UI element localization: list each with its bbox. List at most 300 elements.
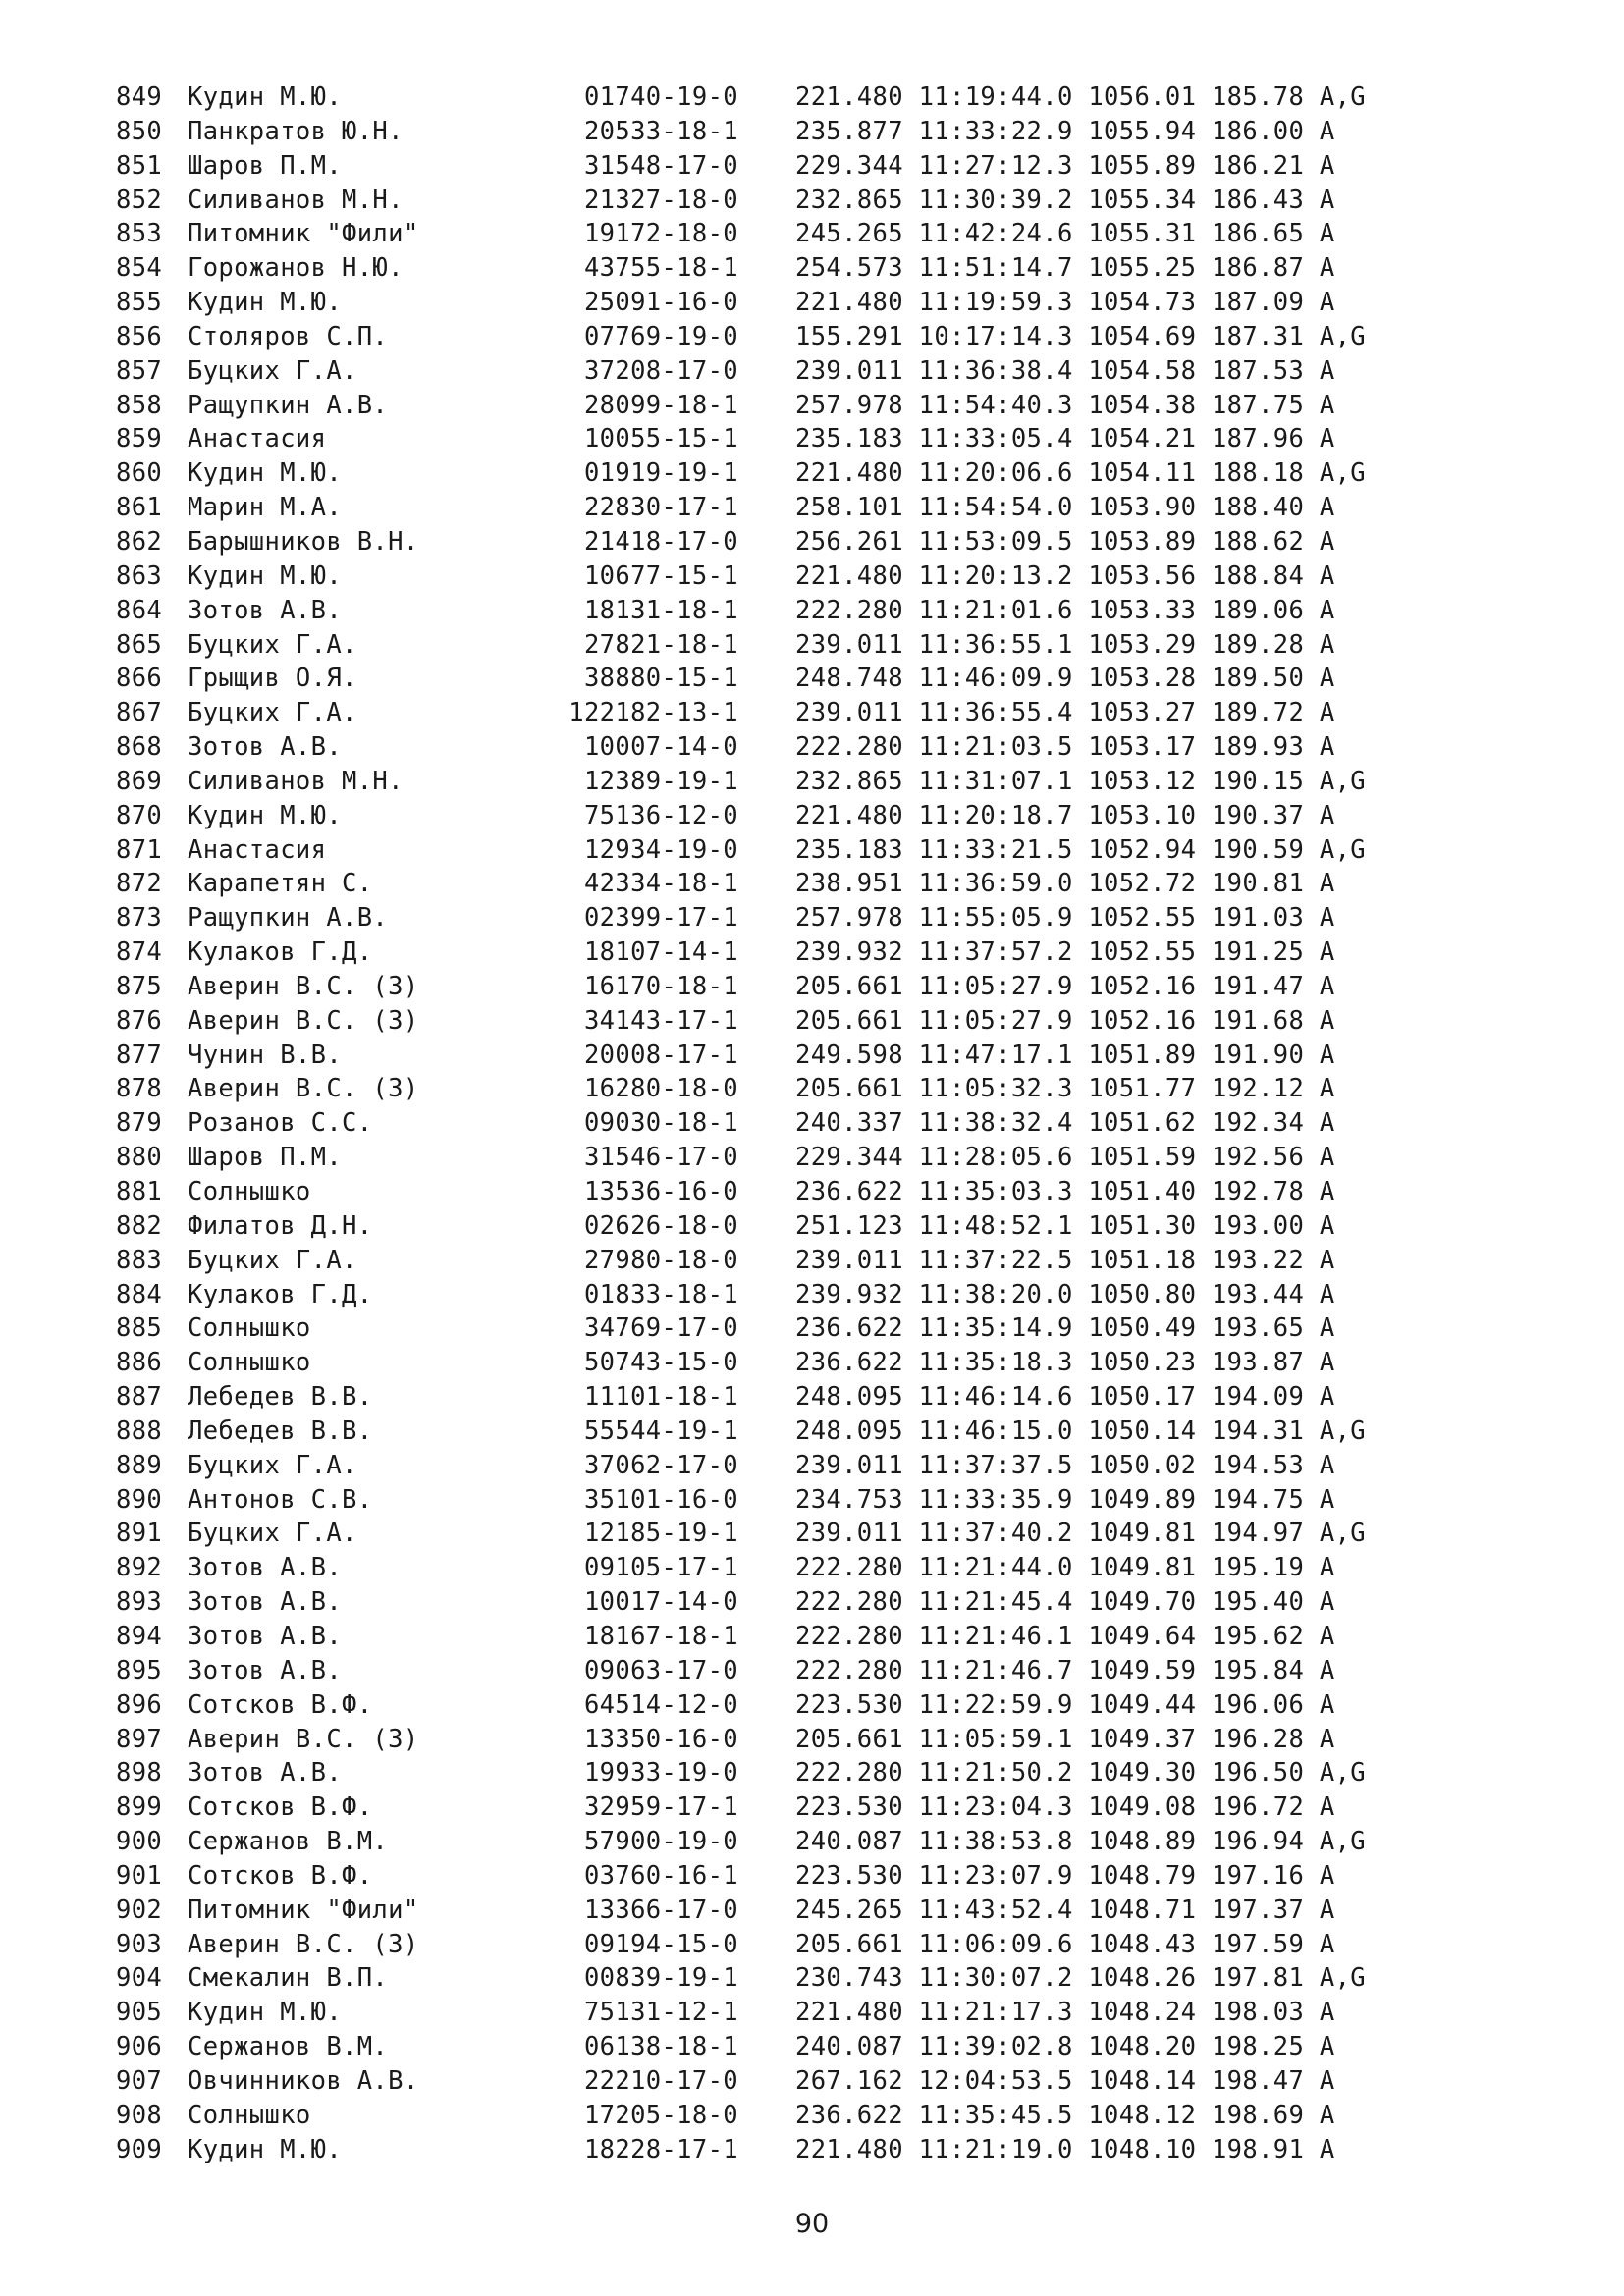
ring-number: 50743-15-0 [583, 1348, 738, 1378]
coefficient: 191.03 [1211, 903, 1305, 934]
distance: 236.622 [795, 1348, 903, 1378]
arrival-time: 11:21:17.3 [918, 1998, 1073, 2028]
coefficient: 191.25 [1211, 937, 1305, 968]
ring-number: 12185-19-1 [583, 1519, 738, 1549]
coefficient: 193.44 [1211, 1279, 1305, 1309]
row-number: 897 [116, 1724, 163, 1754]
speed: 1049.70 [1088, 1587, 1197, 1618]
speed: 1054.11 [1088, 458, 1197, 489]
fancier-name: Аверин В.С. (З) [188, 971, 419, 1001]
flag: A [1319, 1210, 1335, 1241]
result-row [116, 730, 1366, 765]
distance: 223.530 [795, 1860, 903, 1891]
fancier-name: Сержанов В.М. [188, 2032, 389, 2062]
row-number: 886 [116, 1348, 163, 1378]
flag: A [1319, 1074, 1335, 1104]
ring-number: 13536-16-0 [583, 1177, 738, 1206]
coefficient: 192.34 [1211, 1108, 1305, 1139]
row-number: 863 [116, 561, 163, 591]
fancier-name: Кудин М.Ю. [188, 1998, 343, 2028]
result-row [116, 184, 1366, 218]
speed: 1054.69 [1088, 321, 1197, 351]
fancier-name: Горожанов Н.Ю. [188, 253, 404, 284]
arrival-time: 11:36:55.1 [918, 629, 1073, 660]
result-row [116, 1141, 1366, 1175]
flag: A [1319, 561, 1335, 591]
speed: 1053.89 [1088, 526, 1197, 557]
row-number: 874 [116, 937, 163, 968]
flag: A [1319, 1245, 1335, 1275]
row-number: 900 [116, 1827, 163, 1857]
flag: A [1319, 526, 1335, 557]
fancier-name: Кулаков Г.Д. [188, 937, 373, 968]
speed: 1050.17 [1088, 1382, 1197, 1413]
distance: 251.123 [795, 1210, 903, 1241]
fancier-name: Сотсков В.Ф. [188, 1689, 373, 1720]
row-number: 853 [116, 219, 163, 249]
coefficient: 189.06 [1211, 595, 1305, 625]
result-row [116, 1039, 1366, 1073]
result-row [116, 1928, 1366, 1962]
coefficient: 188.40 [1211, 493, 1305, 523]
coefficient: 189.50 [1211, 664, 1305, 694]
result-row [116, 662, 1366, 696]
distance: 221.480 [795, 288, 903, 318]
speed: 1051.89 [1088, 1040, 1197, 1070]
flag: A [1319, 185, 1335, 215]
row-number: 866 [116, 664, 163, 694]
row-number: 850 [116, 116, 163, 146]
flag: A,G [1319, 1963, 1367, 1994]
result-row [116, 491, 1366, 525]
coefficient: 194.97 [1211, 1519, 1305, 1549]
flag: A [1319, 1450, 1335, 1480]
arrival-time: 11:21:46.1 [918, 1621, 1073, 1651]
result-row [116, 1620, 1366, 1654]
speed: 1055.34 [1088, 185, 1197, 215]
coefficient: 195.40 [1211, 1587, 1305, 1618]
arrival-time: 11:06:09.6 [918, 1929, 1073, 1959]
ring-number: 43755-18-1 [583, 253, 738, 284]
flag: A [1319, 1621, 1335, 1651]
ring-number: 11101-18-1 [583, 1382, 738, 1413]
result-row [116, 422, 1366, 456]
fancier-name: Шаров П.М. [188, 150, 343, 181]
speed: 1055.94 [1088, 116, 1197, 146]
flag: A [1319, 869, 1335, 899]
flag: A,G [1319, 321, 1367, 351]
result-row [116, 696, 1366, 730]
result-row [116, 1346, 1366, 1380]
result-row [116, 1175, 1366, 1209]
fancier-name: Кудин М.Ю. [188, 288, 343, 318]
result-row [116, 1106, 1366, 1141]
speed: 1049.59 [1088, 1655, 1197, 1685]
flag: A [1319, 698, 1335, 728]
row-number: 865 [116, 629, 163, 660]
arrival-time: 11:37:40.2 [918, 1519, 1073, 1549]
flag: A [1319, 1655, 1335, 1685]
arrival-time: 11:36:38.4 [918, 355, 1073, 386]
arrival-time: 11:39:02.8 [918, 2032, 1073, 2062]
result-row [116, 560, 1366, 594]
row-number: 909 [116, 2134, 163, 2164]
fancier-name: Грыщив О.Я. [188, 664, 357, 694]
flag: A [1319, 2032, 1335, 2062]
speed: 1053.10 [1088, 800, 1197, 830]
flag: A,G [1319, 1415, 1367, 1446]
arrival-time: 11:21:45.4 [918, 1587, 1073, 1618]
ring-number: 34143-17-1 [583, 1005, 738, 1036]
speed: 1053.90 [1088, 493, 1197, 523]
ring-number: 02626-18-0 [583, 1210, 738, 1241]
ring-number: 28099-18-1 [583, 390, 738, 420]
row-number: 901 [116, 1860, 163, 1891]
row-number: 907 [116, 2065, 163, 2096]
fancier-name: Филатов Д.Н. [188, 1210, 373, 1241]
flag: A [1319, 1929, 1335, 1959]
distance: 254.573 [795, 253, 903, 284]
arrival-time: 11:05:59.1 [918, 1724, 1073, 1754]
flag: A [1319, 971, 1335, 1001]
distance: 205.661 [795, 1074, 903, 1104]
distance: 232.865 [795, 766, 903, 796]
result-row [116, 525, 1366, 560]
row-number: 854 [116, 253, 163, 284]
row-number: 864 [116, 595, 163, 625]
coefficient: 198.69 [1211, 2100, 1305, 2130]
flag: A [1319, 219, 1335, 249]
ring-number: 35101-16-0 [583, 1484, 738, 1515]
row-number: 905 [116, 1998, 163, 2028]
result-row [116, 970, 1366, 1004]
fancier-name: Анастасия [188, 834, 327, 865]
ring-number: 06138-18-1 [583, 2032, 738, 2062]
distance: 222.280 [795, 1758, 903, 1789]
flag: A [1319, 1143, 1335, 1173]
coefficient: 192.78 [1211, 1177, 1305, 1206]
flag: A [1319, 424, 1335, 454]
speed: 1054.21 [1088, 424, 1197, 454]
distance: 229.344 [795, 150, 903, 181]
coefficient: 196.94 [1211, 1827, 1305, 1857]
row-number: 873 [116, 903, 163, 934]
distance: 221.480 [795, 82, 903, 112]
coefficient: 191.68 [1211, 1005, 1305, 1036]
row-number: 861 [116, 493, 163, 523]
result-row [116, 80, 1366, 115]
arrival-time: 11:20:06.6 [918, 458, 1073, 489]
flag: A,G [1319, 1519, 1367, 1549]
arrival-time: 11:19:44.0 [918, 82, 1073, 112]
result-row [116, 1278, 1366, 1312]
result-row [116, 2133, 1366, 2167]
distance: 239.011 [795, 1450, 903, 1480]
speed: 1052.16 [1088, 971, 1197, 1001]
speed: 1051.62 [1088, 1108, 1197, 1139]
speed: 1053.12 [1088, 766, 1197, 796]
speed: 1050.49 [1088, 1313, 1197, 1344]
result-row [116, 935, 1366, 970]
result-row [116, 867, 1366, 901]
speed: 1054.58 [1088, 355, 1197, 386]
fancier-name: Чунин В.В. [188, 1040, 343, 1070]
coefficient: 198.91 [1211, 2134, 1305, 2164]
fancier-name: Ращупкин А.В. [188, 903, 389, 934]
ring-number: 09063-17-0 [583, 1655, 738, 1685]
arrival-time: 11:21:19.0 [918, 2134, 1073, 2164]
speed: 1048.24 [1088, 1998, 1197, 2028]
flag: A [1319, 1177, 1335, 1206]
speed: 1052.94 [1088, 834, 1197, 865]
speed: 1049.08 [1088, 1792, 1197, 1823]
flag: A [1319, 937, 1335, 968]
arrival-time: 11:48:52.1 [918, 1210, 1073, 1241]
row-number: 883 [116, 1245, 163, 1275]
flag: A [1319, 1040, 1335, 1070]
flag: A [1319, 1313, 1335, 1344]
fancier-name: Кудин М.Ю. [188, 561, 343, 591]
distance: 236.622 [795, 1313, 903, 1344]
speed: 1048.89 [1088, 1827, 1197, 1857]
row-number: 872 [116, 869, 163, 899]
coefficient: 191.90 [1211, 1040, 1305, 1070]
flag: A [1319, 253, 1335, 284]
ring-number: 10677-15-1 [583, 561, 738, 591]
row-number: 849 [116, 82, 163, 112]
distance: 223.530 [795, 1792, 903, 1823]
row-number: 875 [116, 971, 163, 1001]
ring-number: 122182-13-1 [568, 698, 738, 728]
fancier-name: Розанов С.С. [188, 1108, 373, 1139]
ring-number: 20533-18-1 [583, 116, 738, 146]
coefficient: 190.37 [1211, 800, 1305, 830]
speed: 1051.40 [1088, 1177, 1197, 1206]
arrival-time: 11:38:32.4 [918, 1108, 1073, 1139]
fancier-name: Солнышко [188, 1348, 311, 1378]
row-number: 881 [116, 1177, 163, 1206]
row-number: 896 [116, 1689, 163, 1720]
ring-number: 55544-19-1 [583, 1415, 738, 1446]
coefficient: 197.81 [1211, 1963, 1305, 1994]
distance: 239.932 [795, 937, 903, 968]
fancier-name: Овчинников А.В. [188, 2065, 419, 2096]
result-row [116, 2064, 1366, 2099]
ring-number: 25091-16-0 [583, 288, 738, 318]
coefficient: 192.56 [1211, 1143, 1305, 1173]
coefficient: 189.28 [1211, 629, 1305, 660]
row-number: 904 [116, 1963, 163, 1994]
speed: 1055.25 [1088, 253, 1197, 284]
result-row [116, 901, 1366, 935]
flag: A,G [1319, 834, 1367, 865]
coefficient: 196.72 [1211, 1792, 1305, 1823]
distance: 238.951 [795, 869, 903, 899]
coefficient: 190.15 [1211, 766, 1305, 796]
result-row [116, 251, 1366, 286]
fancier-name: Лебедев В.В. [188, 1382, 373, 1413]
result-row [116, 115, 1366, 149]
row-number: 906 [116, 2032, 163, 2062]
fancier-name: Аверин В.С. (З) [188, 1929, 419, 1959]
result-row [116, 628, 1366, 663]
coefficient: 193.65 [1211, 1313, 1305, 1344]
arrival-time: 11:23:04.3 [918, 1792, 1073, 1823]
distance: 236.622 [795, 1177, 903, 1206]
arrival-time: 11:23:07.9 [918, 1860, 1073, 1891]
ring-number: 21327-18-0 [583, 185, 738, 215]
result-row [116, 217, 1366, 251]
speed: 1055.89 [1088, 150, 1197, 181]
fancier-name: Кудин М.Ю. [188, 2134, 343, 2164]
speed: 1049.81 [1088, 1519, 1197, 1549]
coefficient: 195.19 [1211, 1553, 1305, 1583]
arrival-time: 11:05:27.9 [918, 1005, 1073, 1036]
speed: 1052.55 [1088, 937, 1197, 968]
flag: A [1319, 493, 1335, 523]
result-row [116, 2099, 1366, 2133]
distance: 222.280 [795, 1587, 903, 1618]
fancier-name: Зотов А.В. [188, 1655, 343, 1685]
distance: 235.877 [795, 116, 903, 146]
speed: 1050.14 [1088, 1415, 1197, 1446]
fancier-name: Солнышко [188, 1313, 311, 1344]
result-row [116, 1415, 1366, 1449]
fancier-name: Сотсков В.Ф. [188, 1860, 373, 1891]
row-number: 893 [116, 1587, 163, 1618]
ring-number: 42334-18-1 [583, 869, 738, 899]
speed: 1054.38 [1088, 390, 1197, 420]
distance: 205.661 [795, 971, 903, 1001]
fancier-name: Зотов А.В. [188, 1553, 343, 1583]
arrival-time: 11:55:05.9 [918, 903, 1073, 934]
row-number: 869 [116, 766, 163, 796]
speed: 1049.30 [1088, 1758, 1197, 1789]
coefficient: 190.81 [1211, 869, 1305, 899]
arrival-time: 11:46:15.0 [918, 1415, 1073, 1446]
coefficient: 186.21 [1211, 150, 1305, 181]
speed: 1049.89 [1088, 1484, 1197, 1515]
ring-number: 27821-18-1 [583, 629, 738, 660]
result-row [116, 1688, 1366, 1723]
result-row [116, 320, 1366, 354]
row-number: 889 [116, 1450, 163, 1480]
flag: A,G [1319, 458, 1367, 489]
distance: 223.530 [795, 1689, 903, 1720]
distance: 239.011 [795, 698, 903, 728]
fancier-name: Марин М.А. [188, 493, 343, 523]
speed: 1052.55 [1088, 903, 1197, 934]
flag: A [1319, 1484, 1335, 1515]
coefficient: 194.09 [1211, 1382, 1305, 1413]
coefficient: 196.28 [1211, 1724, 1305, 1754]
arrival-time: 11:21:01.6 [918, 595, 1073, 625]
row-number: 903 [116, 1929, 163, 1959]
fancier-name: Карапетян С. [188, 869, 373, 899]
result-row [116, 799, 1366, 833]
ring-number: 22830-17-1 [583, 493, 738, 523]
fancier-name: Кудин М.Ю. [188, 82, 343, 112]
coefficient: 187.31 [1211, 321, 1305, 351]
result-row [116, 1209, 1366, 1244]
speed: 1048.10 [1088, 2134, 1197, 2164]
speed: 1049.64 [1088, 1621, 1197, 1651]
flag: A,G [1319, 1758, 1367, 1789]
arrival-time: 11:54:40.3 [918, 390, 1073, 420]
row-number: 888 [116, 1415, 163, 1446]
distance: 221.480 [795, 458, 903, 489]
ring-number: 13350-16-0 [583, 1724, 738, 1754]
distance: 234.753 [795, 1484, 903, 1515]
coefficient: 198.25 [1211, 2032, 1305, 2062]
distance: 222.280 [795, 1553, 903, 1583]
flag: A [1319, 1382, 1335, 1413]
fancier-name: Аверин В.С. (З) [188, 1074, 419, 1104]
fancier-name: Солнышко [188, 2100, 311, 2130]
arrival-time: 11:30:07.2 [918, 1963, 1073, 1994]
result-row [116, 1483, 1366, 1518]
flag: A [1319, 664, 1335, 694]
fancier-name: Буцких Г.А. [188, 1519, 357, 1549]
fancier-name: Барышников В.Н. [188, 526, 419, 557]
flag: A [1319, 2065, 1335, 2096]
ring-number: 09105-17-1 [583, 1553, 738, 1583]
distance: 236.622 [795, 2100, 903, 2130]
arrival-time: 11:21:03.5 [918, 732, 1073, 763]
speed: 1051.30 [1088, 1210, 1197, 1241]
result-row [116, 1449, 1366, 1483]
coefficient: 190.59 [1211, 834, 1305, 865]
arrival-time: 11:47:17.1 [918, 1040, 1073, 1070]
result-row [116, 1790, 1366, 1825]
arrival-time: 11:21:46.7 [918, 1655, 1073, 1685]
speed: 1048.14 [1088, 2065, 1197, 2096]
fancier-name: Ращупкин А.В. [188, 390, 389, 420]
result-row [116, 1723, 1366, 1757]
flag: A [1319, 1553, 1335, 1583]
fancier-name: Буцких Г.А. [188, 698, 357, 728]
coefficient: 186.87 [1211, 253, 1305, 284]
row-number: 884 [116, 1279, 163, 1309]
arrival-time: 11:20:13.2 [918, 561, 1073, 591]
fancier-name: Силиванов М.Н. [188, 766, 404, 796]
ring-number: 09194-15-0 [583, 1929, 738, 1959]
arrival-time: 11:28:05.6 [918, 1143, 1073, 1173]
ring-number: 10055-15-1 [583, 424, 738, 454]
fancier-name: Питомник "Фили" [188, 219, 419, 249]
coefficient: 188.18 [1211, 458, 1305, 489]
row-number: 852 [116, 185, 163, 215]
fancier-name: Панкратов Ю.Н. [188, 116, 404, 146]
coefficient: 186.65 [1211, 219, 1305, 249]
distance: 249.598 [795, 1040, 903, 1070]
distance: 245.265 [795, 219, 903, 249]
arrival-time: 11:21:50.2 [918, 1758, 1073, 1789]
fancier-name: Шаров П.М. [188, 1143, 343, 1173]
distance: 256.261 [795, 526, 903, 557]
fancier-name: Смекалин В.П. [188, 1963, 389, 1994]
flag: A [1319, 1724, 1335, 1754]
ring-number: 18167-18-1 [583, 1621, 738, 1651]
flag: A [1319, 629, 1335, 660]
coefficient: 198.03 [1211, 1998, 1305, 2028]
result-row [116, 1380, 1366, 1415]
distance: 257.978 [795, 390, 903, 420]
distance: 222.280 [795, 1655, 903, 1685]
row-number: 871 [116, 834, 163, 865]
result-row [116, 2030, 1366, 2064]
arrival-time: 11:54:54.0 [918, 493, 1073, 523]
